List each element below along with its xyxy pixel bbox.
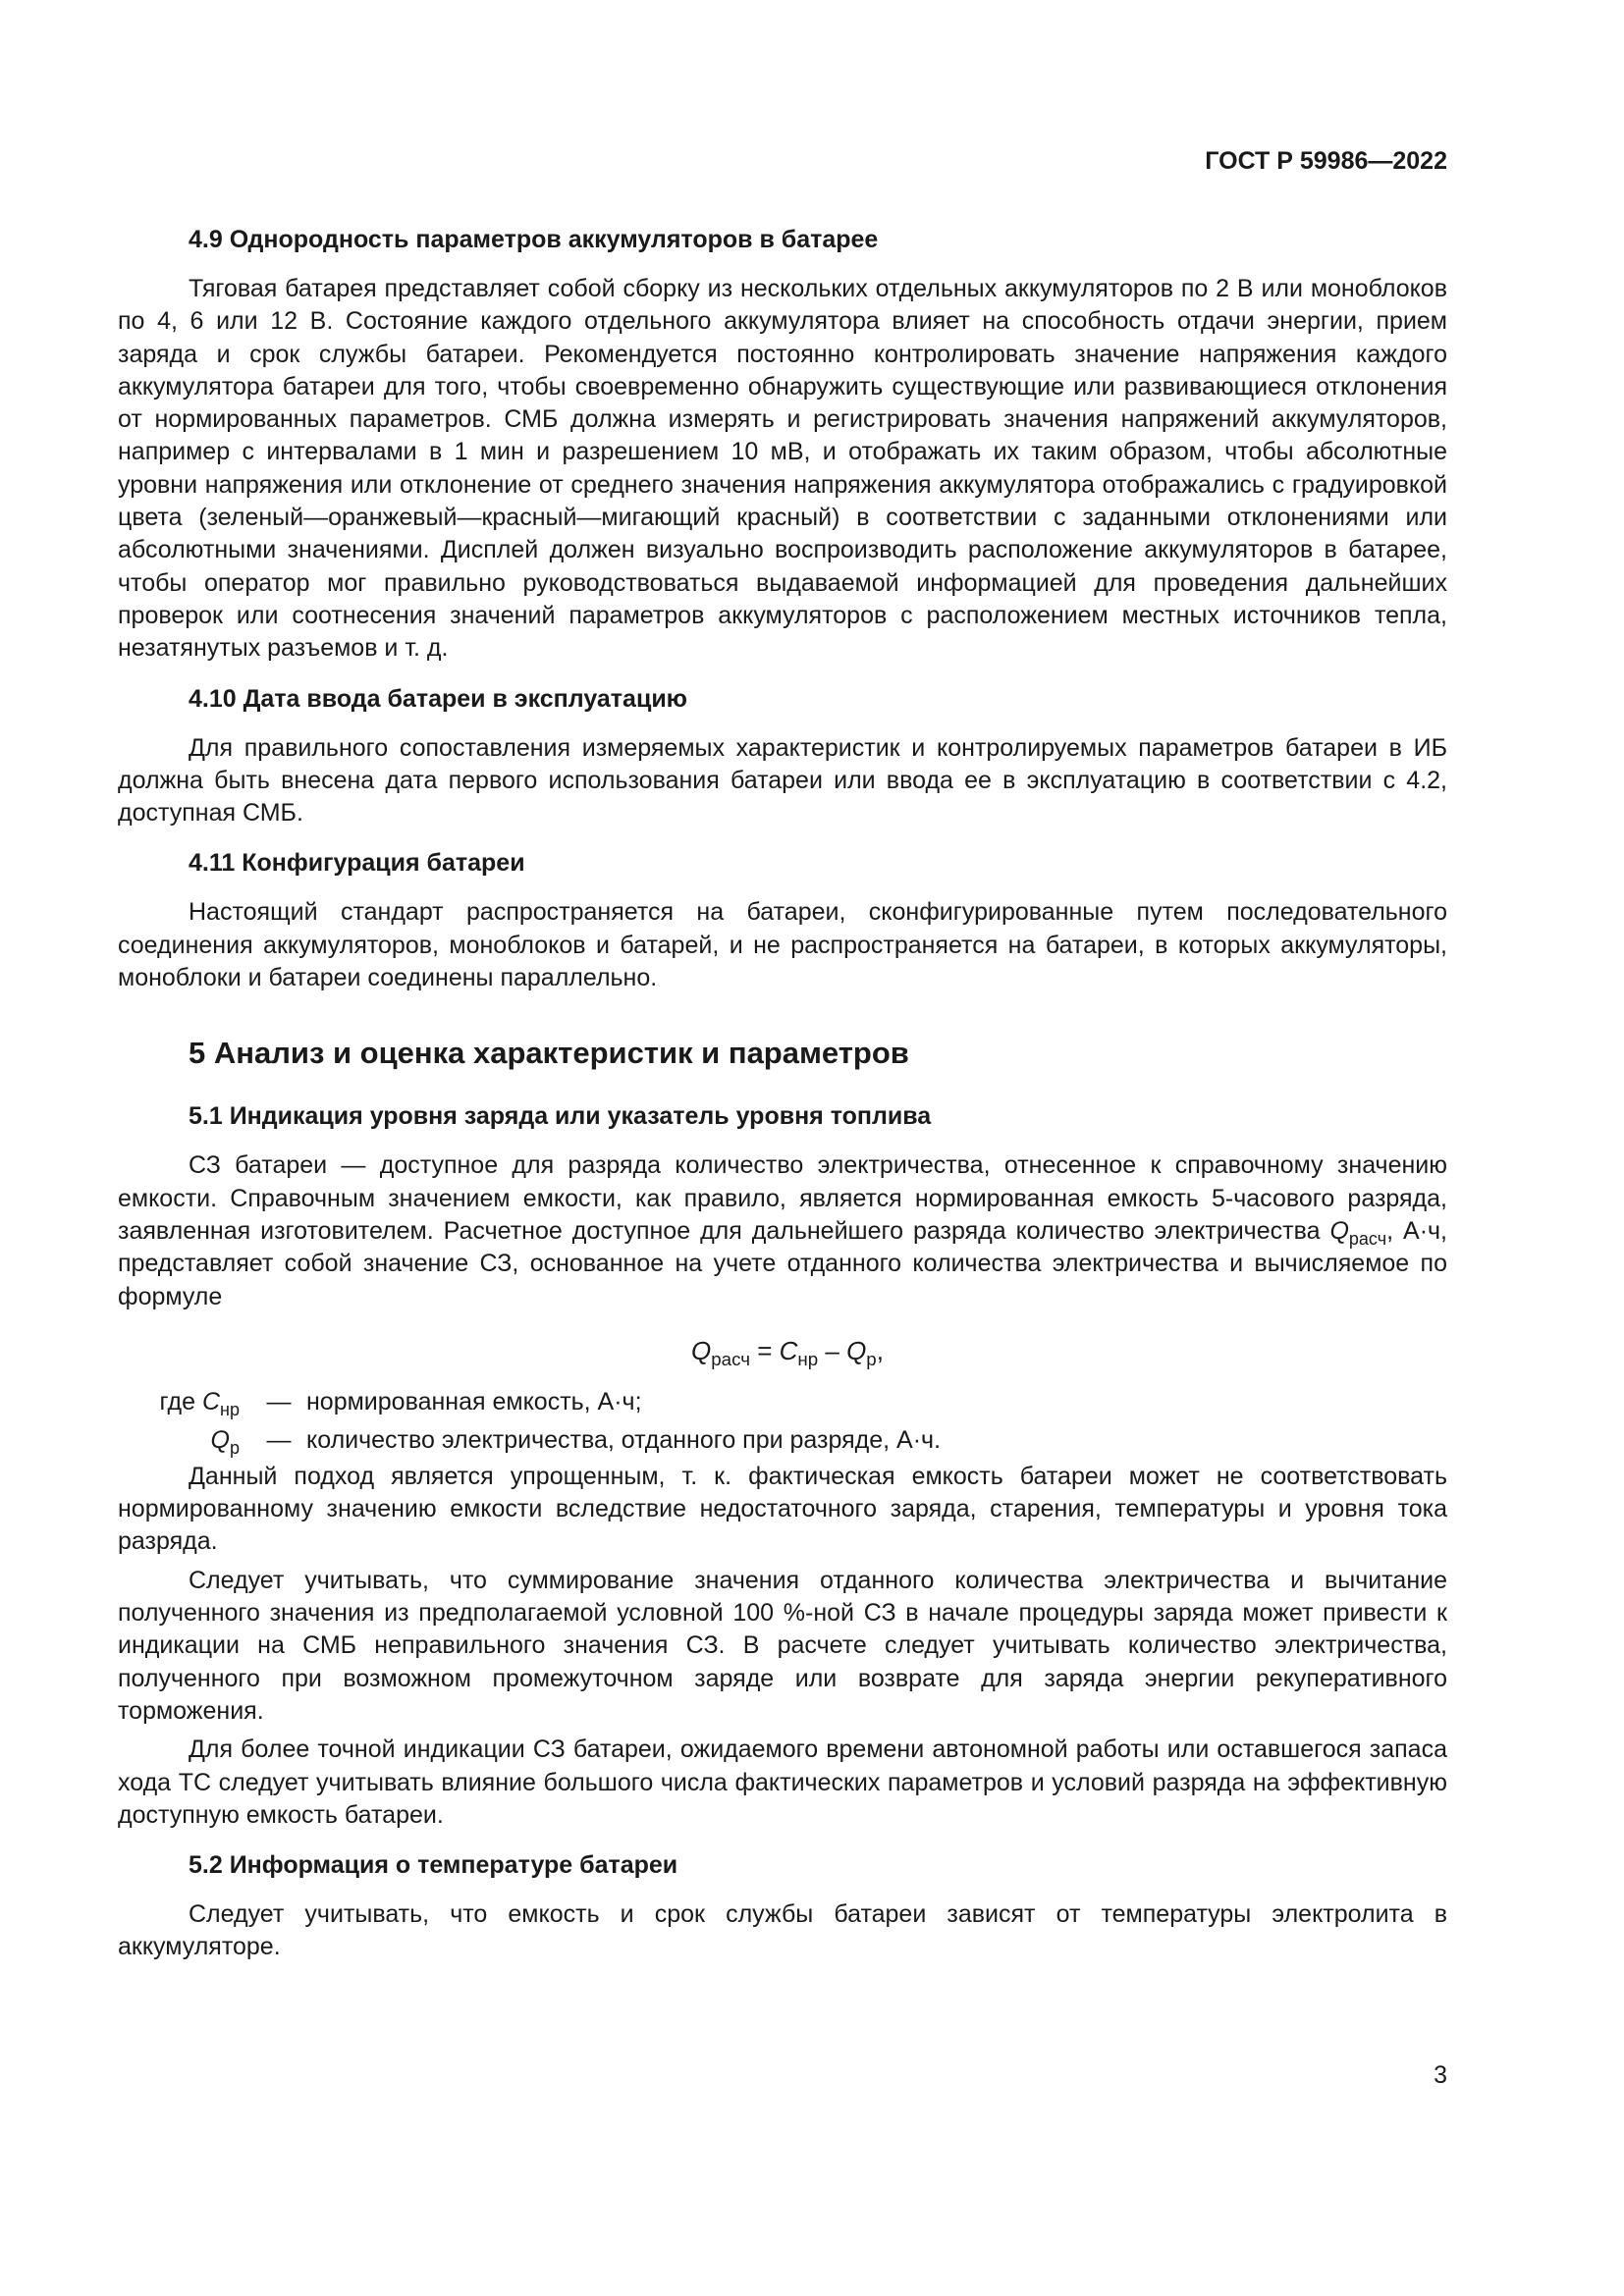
section-5-2-title: 5.2 Информация о температуре батареи: [189, 1851, 678, 1880]
section-5-2-text: Следует учитывать, что емкость и срок службы батареи зависят от температуры электролита в аккумуляторе.: [118, 1900, 1447, 1961]
section-4-11-title: 4.11 Конфигурация батареи: [189, 849, 525, 878]
section-5-title: 5 Анализ и оценка характеристик и параметров: [189, 1036, 909, 1071]
section-4-9-text: Тяговая батарея представляет собой сборку из нескольких отдельных аккумуляторов по 2 В или моноблоков по 4, 6 или 12 В. Состояние каждого отдельного аккумулятора влияет на способность отдачи энергии, прием заряда и срок службы батареи. Рекомендуется постоянно контролировать значение напряжения каждого аккумулятора батареи для того, чтобы своевременно обнаружить существующие или развивающиеся отклонения от нормированных параметров. СМБ должна измерять и регистрировать значения напряжений аккумуляторов, например с интервалами в 1 мин и разрешением 10 мВ, и отображать их таким образом, чтобы абсолютные уровни напряжения или отклонение от среднего значения напряжения аккумулятора отображались с градуировкой цвета (зеленый—оранжевый—красный—мигающий красный) в соответствии с заданными отклонениями или абсолютными значениями. Дисплей должен визуально воспроизводить расположение аккумуляторов в батарее, чтобы оператор мог правильно руководствоваться выдаваемой информацией для проведения дальнейших проверок или соотнесения значений параметров аккумуляторов с расположением местных источников тепла, незатянутых разъемов и т. д.: [118, 275, 1447, 663]
formula-definitions: [112, 1386, 1447, 1457]
section-5-1-para-4: Для более точной индикации СЗ батареи, ожидаемого времени автономной работы или оставшегося запаса хода ТС следует учитывать влияние большого числа фактических параметров и условий разряда на эффективную доступную емкость батареи.: [118, 1735, 1447, 1829]
page-number: 3: [1434, 2061, 1447, 2089]
section-4-10-title: 4.10 Дата ввода батареи в эксплуатацию: [189, 684, 688, 713]
q-calc-variable: Q: [1329, 1216, 1349, 1245]
section-5-1-para-3: Следует учитывать, что суммирование значения отданного количества электричества и вычитание полученного значения из предполагаемой условной 100 %-ной СЗ в начале процедуры заряда может привести к индикации на СМБ неправильного значения СЗ. В расчете следует учитывать количество электричества, полученного при возможном промежуточном заряде или возврате для заряда энергии рекуперативного торможения.: [118, 1566, 1447, 1725]
document-body: [118, 224, 1447, 1964]
section-4-10-text: Для правильного сопоставления измеряемых характеристик и контролируемых параметров батареи в ИБ должна быть внесена дата первого использования батареи или ввода ее в эксплуатацию в соответствии с 4.2, доступная СМБ.: [118, 733, 1447, 828]
section-4-9-title: 4.9 Однородность параметров аккумуляторов в батарее: [189, 226, 879, 253]
definition-row: $Q_р$ — количество электричества, отданного при разряде, А·ч.: [210, 1425, 942, 1458]
soc-formula: $Q_{расч} = C_{нр} - Q_р$,: [691, 1335, 884, 1369]
definition-row: где $C_{нр}$ — нормированная емкость, А·ч;: [159, 1387, 642, 1419]
section-5-1-para-1: СЗ батареи — доступное для разряда количество электричества, отнесенное к справочному значению емкости. Справочным значением емкости, как правило, является нормированная емкость 5-часового разряда, заявленная изготовителем. Расчетное доступное для дальнейшего разряда количество электричества $Q_{расч}$, А·ч, представляет собой значение СЗ, основанное на учете отданного количества электричества и вычисляемое по формуле: [118, 1151, 1447, 1310]
standard-header: ГОСТ Р 59986—2022: [1205, 147, 1447, 175]
section-5-1-title: 5.1 Индикация уровня заряда или указатель уровня топлива: [189, 1102, 932, 1131]
section-4-11-text: Настоящий стандарт распространяется на батареи, сконфигурированные путем последовательного соединения аккумуляторов, моноблоков и батарей, и не распространяется на батареи, в которых аккумуляторы, моноблоки и батареи соединены параллельно.: [118, 898, 1447, 992]
section-5-1-para-2: Данный подход является упрощенным, т. к. фактическая емкость батареи может не соответствовать нормированному значению емкости вследствие недостаточного заряда, старения, температуры и уровня тока разряда.: [118, 1462, 1447, 1556]
